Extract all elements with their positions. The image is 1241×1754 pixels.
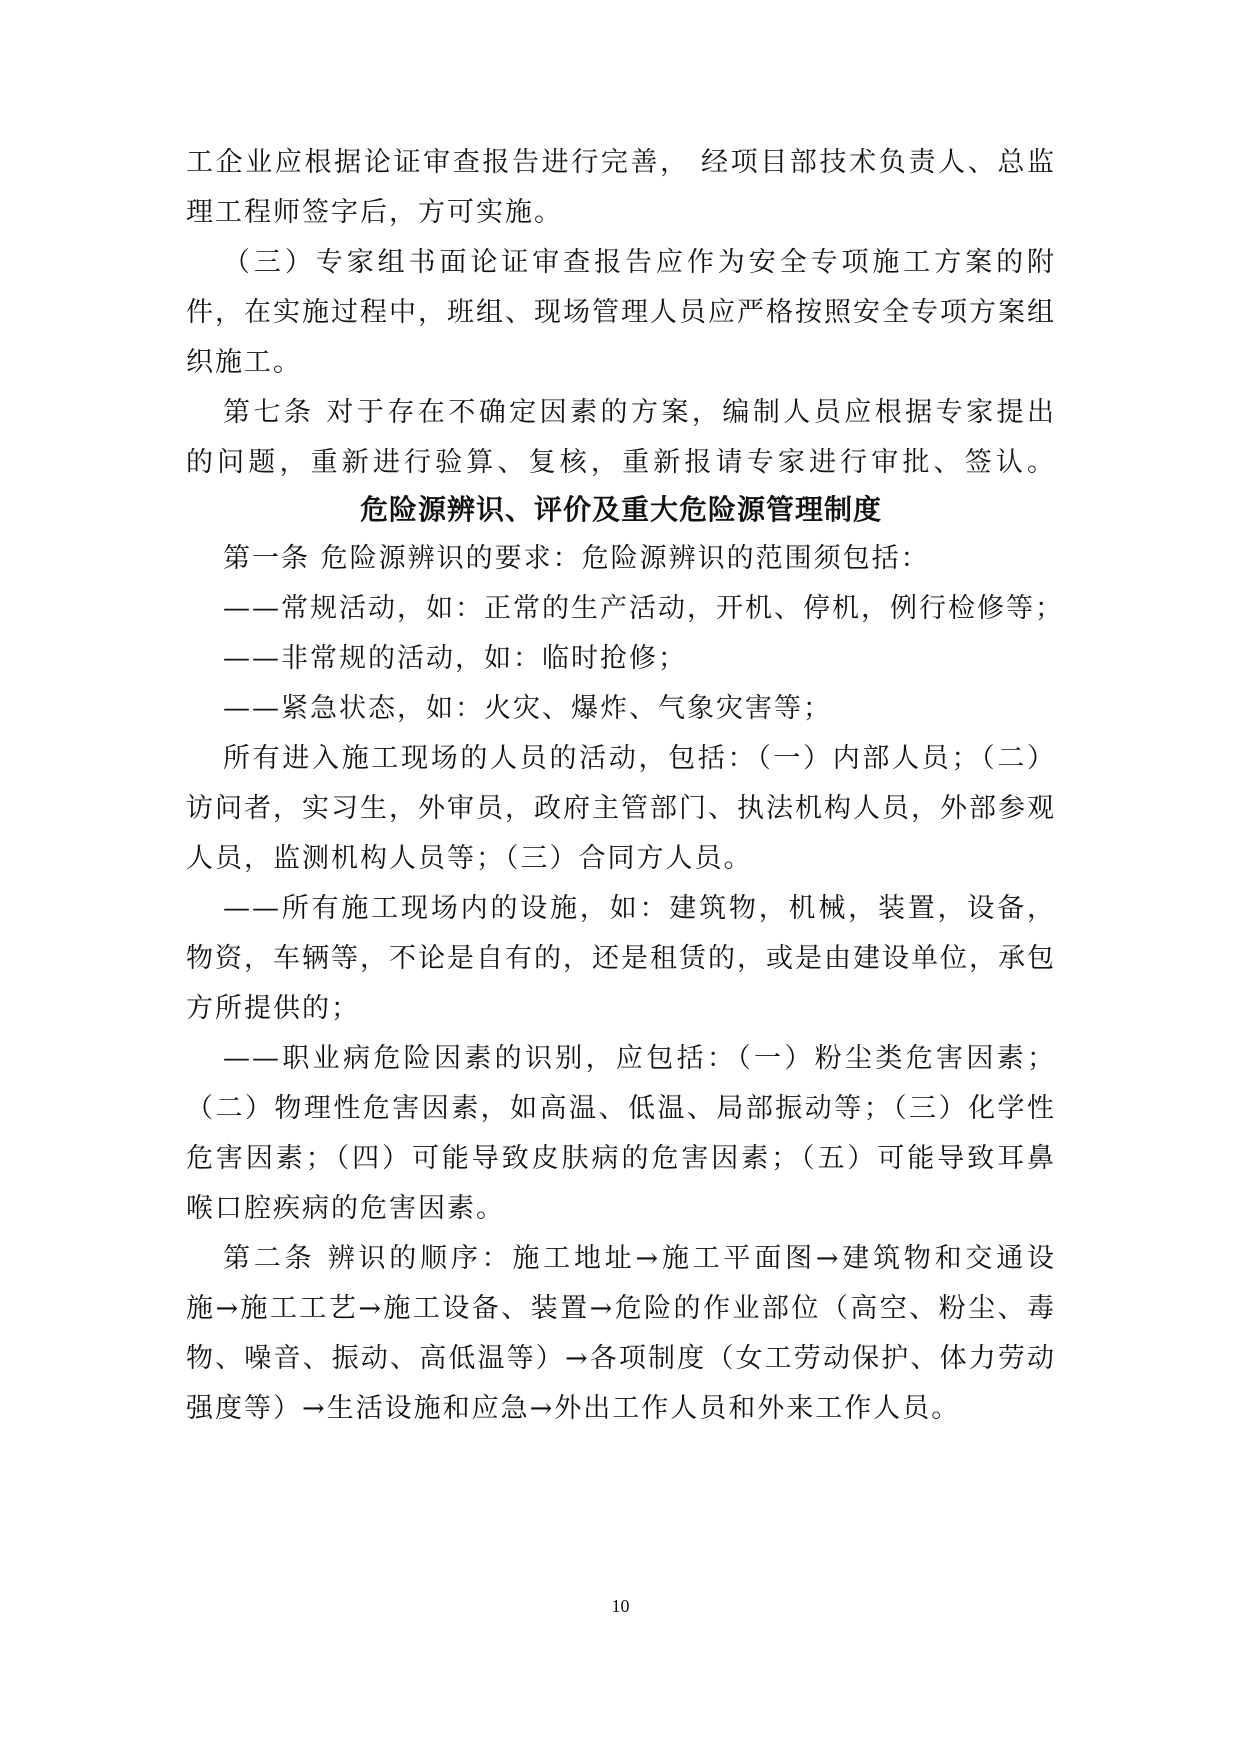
paragraph-line: 危害因素；（四）可能导致皮肤病的危害因素；（五）可能导致耳鼻 xyxy=(186,1143,1056,1174)
paragraph-line: 第一条 危险源辨识的要求：危险源辨识的范围须包括： xyxy=(223,543,930,574)
paragraph-line: ——所有施工现场内的设施，如：建筑物，机械，装置，设备， xyxy=(223,893,1056,924)
paragraph-line: 第二条 辨识的顺序：施工地址→施工平面图→建筑物和交通设 xyxy=(223,1243,1056,1274)
paragraph-line: 施→施工工艺→施工设备、装置→危险的作业部位（高空、粉尘、毒 xyxy=(186,1293,1056,1324)
paragraph-line: 所有进入施工现场的人员的活动，包括：（一）内部人员；（二） xyxy=(223,743,1056,774)
paragraph-line: 访问者，实习生，外审员，政府主管部门、执法机构人员，外部参观 xyxy=(186,793,1056,824)
paragraph-line: 物资，车辆等，不论是自有的，还是租赁的，或是由建设单位，承包 xyxy=(186,943,1056,974)
paragraph-line: ——常规活动，如：正常的生产活动，开机、停机，例行检修等； xyxy=(223,593,1064,624)
paragraph-line: 喉口腔疾病的危害因素。 xyxy=(186,1193,505,1224)
paragraph-line: 强度等）→生活设施和应急→外出工作人员和外来工作人员。 xyxy=(186,1393,961,1424)
paragraph-line: 工企业应根据论证审查报告进行完善， 经项目部技术负责人、总监 xyxy=(186,147,1056,178)
paragraph-line: 的问题，重新进行验算、复核，重新报请专家进行审批、签认。 xyxy=(186,447,1056,478)
page-number: 10 xyxy=(611,1596,630,1616)
paragraph-line: ——职业病危险因素的识别，应包括：（一）粉尘类危害因素； xyxy=(223,1043,1056,1074)
paragraph-line: 第七条 对于存在不确定因素的方案，编制人员应根据专家提出 xyxy=(223,397,1056,428)
paragraph-line: 件，在实施过程中，班组、现场管理人员应严格按照安全专项方案组 xyxy=(186,297,1056,328)
paragraph-line: 人员，监测机构人员等；（三）合同方人员。 xyxy=(186,843,753,874)
paragraph-line: 织施工。 xyxy=(186,347,302,378)
section-heading: 危险源辨识、评价及重大危险源管理制度 xyxy=(359,493,882,526)
paragraph-line: 物、噪音、振动、高低温等）→各项制度（女工劳动保护、体力劳动 xyxy=(186,1343,1056,1374)
paragraph-line: ——非常规的活动，如：临时抢修； xyxy=(223,643,687,674)
paragraph-line: 方所提供的； xyxy=(186,993,360,1024)
paragraph-line: 理工程师签字后，方可实施。 xyxy=(186,197,563,228)
paragraph-line: （二）物理性危害因素，如高温、低温、局部振动等；（三）化学性 xyxy=(186,1093,1056,1124)
paragraph-line: ——紧急状态，如：火灾、爆炸、气象灾害等； xyxy=(223,693,832,724)
paragraph-line: （三）专家组书面论证审查报告应作为安全专项施工方案的附 xyxy=(223,247,1056,278)
